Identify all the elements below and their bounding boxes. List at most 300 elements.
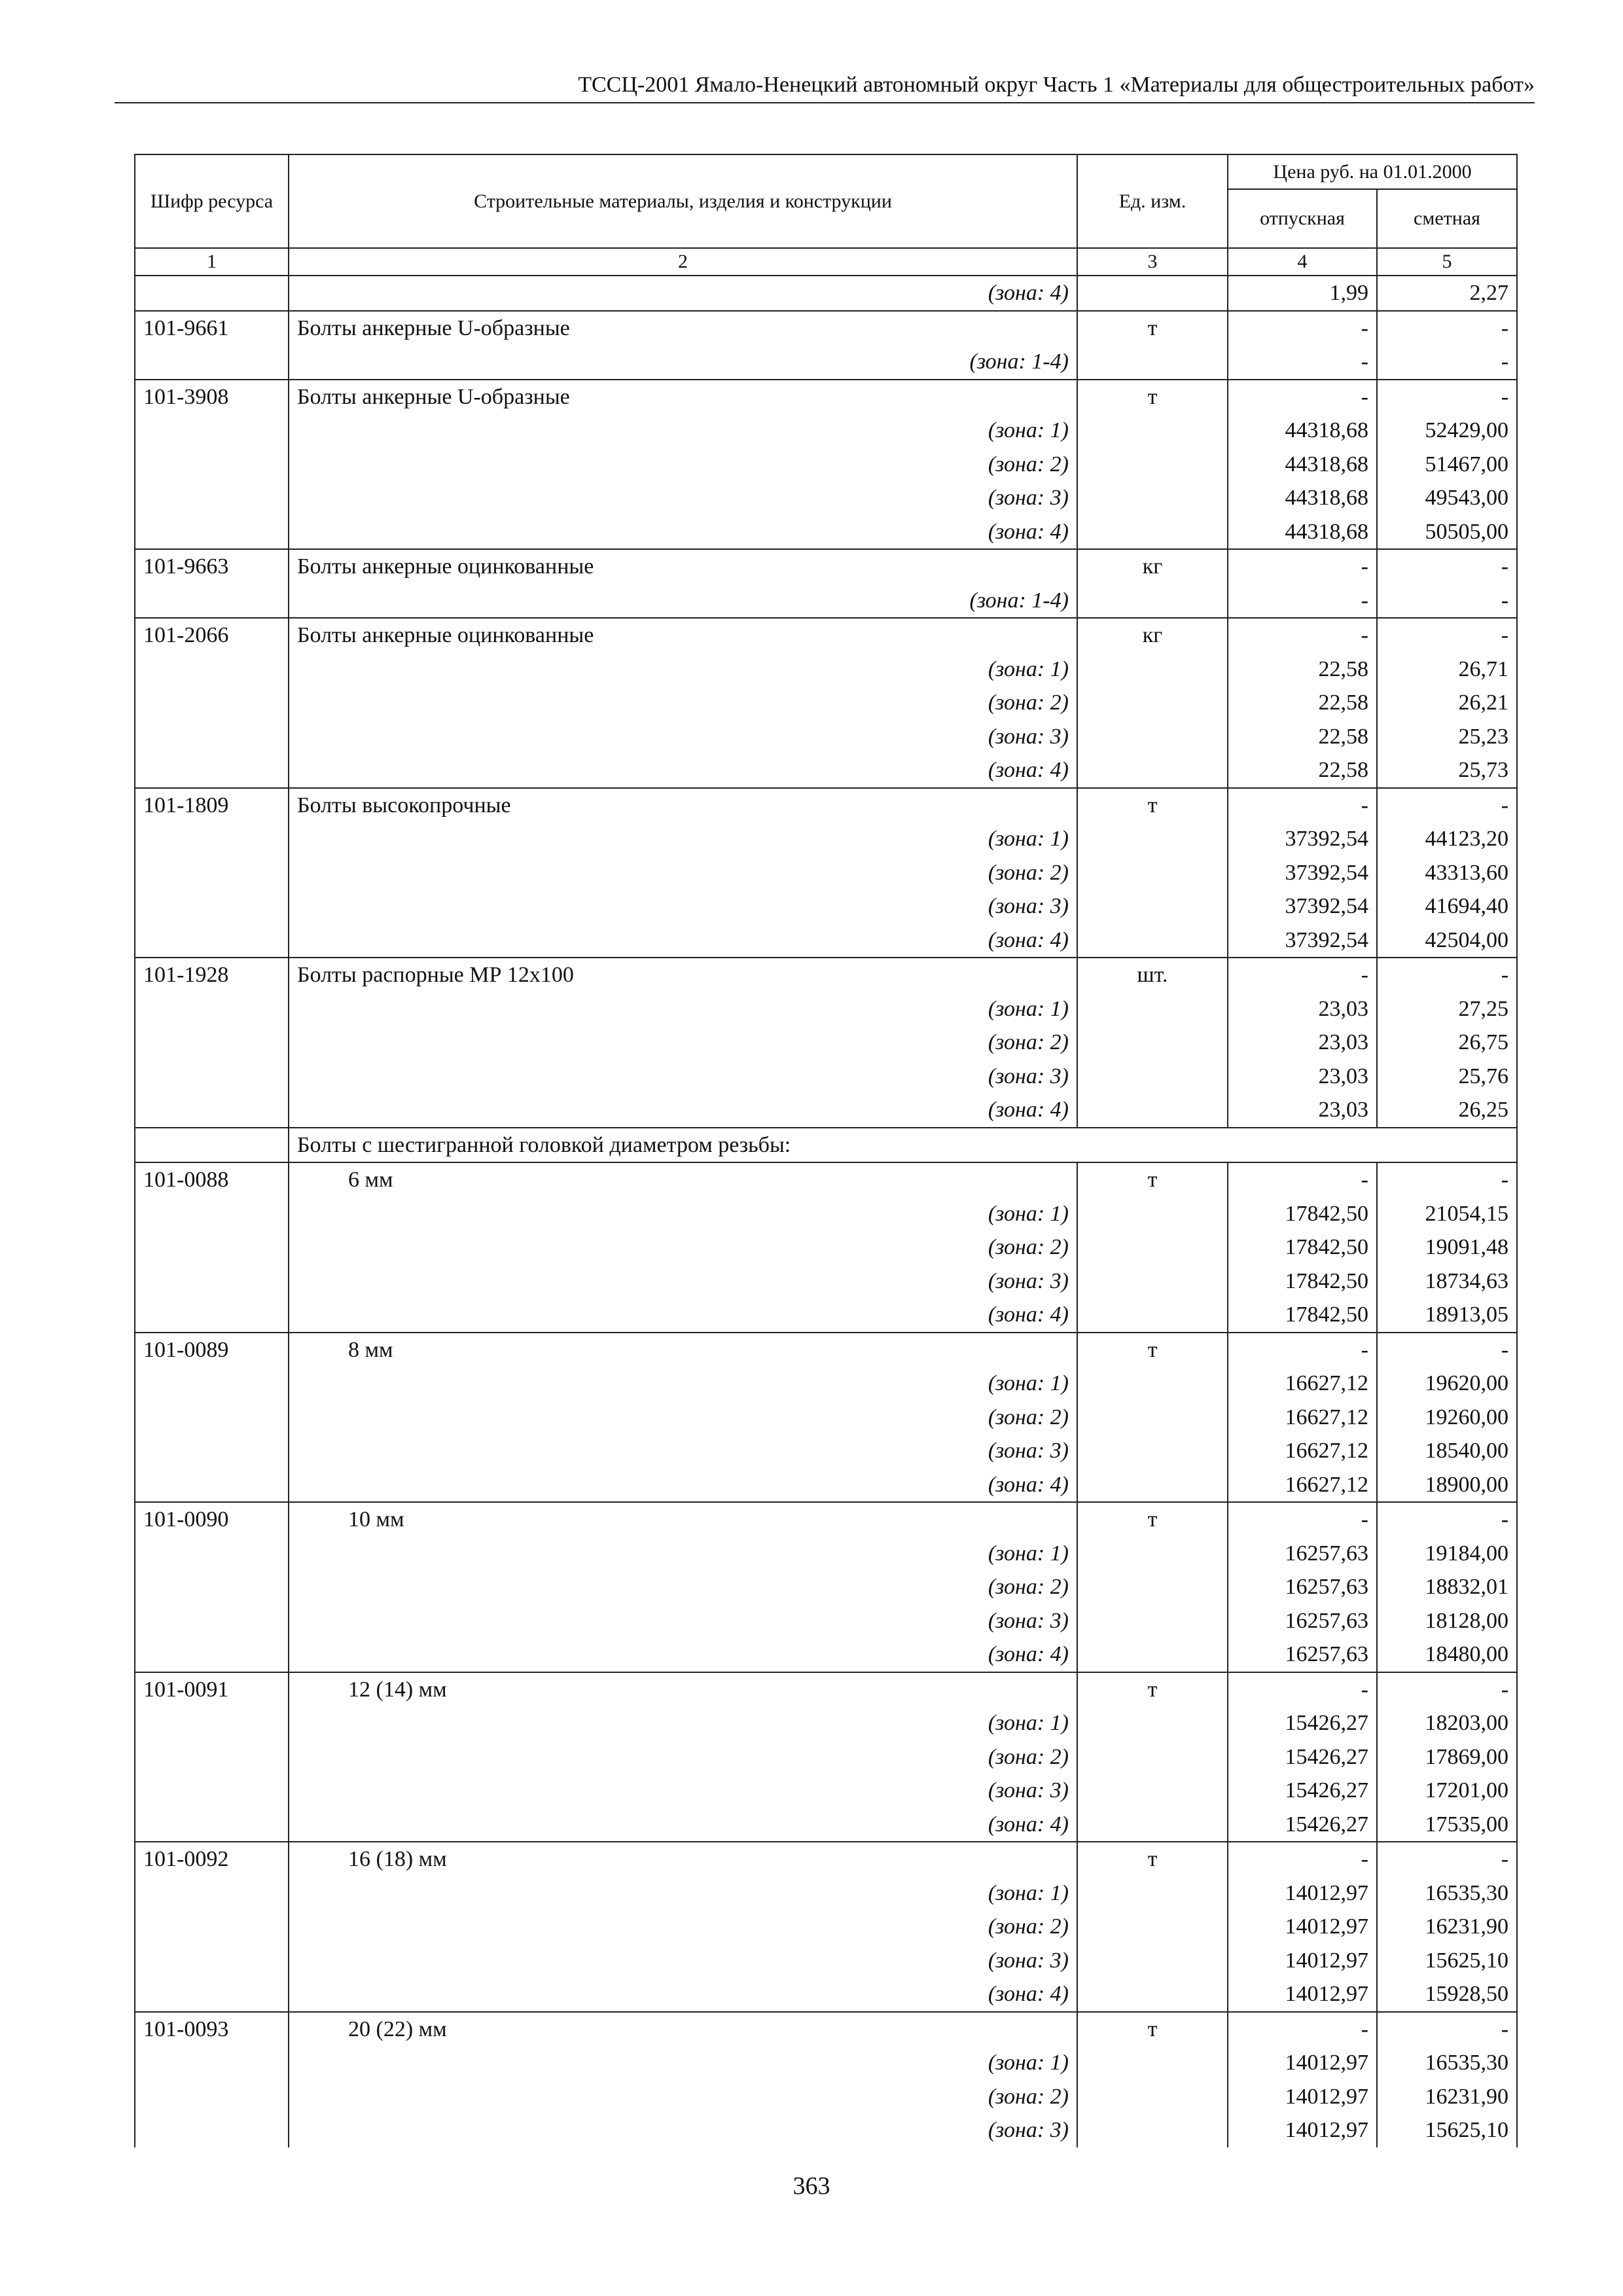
cell-zone: (зона: 4) [289, 1808, 1077, 1842]
cell-zone: (зона: 1-4) [289, 584, 1077, 619]
cell-code [135, 992, 289, 1026]
cell-price-estimate: 18832,01 [1377, 1570, 1517, 1604]
cell-code: 101-9663 [135, 549, 289, 584]
cell-unit [1077, 1367, 1228, 1401]
cell-unit [1077, 1434, 1228, 1468]
cell-price-estimate: - [1377, 1842, 1517, 1876]
cell-price-estimate: 19091,48 [1377, 1230, 1517, 1265]
cell-zone: (зона: 2) [289, 686, 1077, 720]
cell-price-release: - [1228, 1842, 1377, 1876]
cell-price-estimate: 15625,10 [1377, 2113, 1517, 2147]
table-row [135, 992, 1517, 1026]
cell-price-estimate: 25,23 [1377, 720, 1517, 754]
table-row [135, 1876, 1517, 1910]
cell-code [135, 686, 289, 720]
cell-price-release: 16627,12 [1228, 1434, 1377, 1468]
cell-price-estimate: 16231,90 [1377, 2080, 1517, 2114]
cell-price-release: 14012,97 [1228, 2080, 1377, 2114]
cell-price-release: 16627,12 [1228, 1367, 1377, 1401]
cell-price-estimate: 21054,15 [1377, 1197, 1517, 1231]
cell-zone: (зона: 1) [289, 992, 1077, 1026]
cell-price-release: 23,03 [1228, 1060, 1377, 1094]
cell-code [135, 584, 289, 619]
table-row [135, 924, 1517, 958]
table-row [135, 753, 1517, 788]
cell-zone: (зона: 1) [289, 414, 1077, 448]
table-row [135, 889, 1517, 924]
cell-unit [1077, 2046, 1228, 2080]
cell-unit [1077, 2113, 1228, 2147]
cell-unit: т [1077, 788, 1228, 823]
cell-price-estimate: 19620,00 [1377, 1367, 1517, 1401]
cell-code [135, 924, 289, 958]
cell-price-release: - [1228, 345, 1377, 380]
cell-price-release: 14012,97 [1228, 1977, 1377, 2012]
cell-zone: (зона: 3) [289, 1944, 1077, 1978]
cell-zone: (зона: 1) [289, 1876, 1077, 1910]
cell-unit [1077, 1808, 1228, 1842]
cell-zone: (зона: 1) [289, 1537, 1077, 1571]
cell-unit: шт. [1077, 958, 1228, 992]
table-row [135, 515, 1517, 550]
cell-price-release: - [1228, 584, 1377, 619]
cell-unit [1077, 1570, 1228, 1604]
cell-unit [1077, 822, 1228, 856]
cell-code: 101-2066 [135, 618, 289, 653]
price-table-container [134, 154, 1516, 2147]
cell-price-release: 37392,54 [1228, 889, 1377, 924]
cell-price-release: - [1228, 311, 1377, 346]
cell-price-release: 17842,50 [1228, 1265, 1377, 1299]
cell-price-release: 14012,97 [1228, 1876, 1377, 1910]
cell-price-release: 22,58 [1228, 653, 1377, 687]
cell-price-release: 16627,12 [1228, 1468, 1377, 1503]
cell-price-estimate: - [1377, 1672, 1517, 1707]
cell-code [135, 1808, 289, 1842]
cell-price-estimate: 15625,10 [1377, 1944, 1517, 1978]
cell-name: 12 (14) мм [289, 1672, 1077, 1707]
cell-price-estimate: 2,27 [1377, 276, 1517, 311]
cell-code [135, 1706, 289, 1740]
cell-name: 20 (22) мм [289, 2012, 1077, 2047]
cell-price-release: 22,58 [1228, 686, 1377, 720]
cell-code [135, 1604, 289, 1638]
table-row [135, 1740, 1517, 1774]
cell-price-estimate: 51467,00 [1377, 448, 1517, 482]
cell-price-estimate: - [1377, 345, 1517, 380]
cell-zone: (зона: 1) [289, 1197, 1077, 1231]
cell-unit [1077, 584, 1228, 619]
cell-zone: (зона: 1) [289, 2046, 1077, 2080]
table-row [135, 1401, 1517, 1435]
cell-zone: (зона: 1) [289, 822, 1077, 856]
cell-price-release: 17842,50 [1228, 1298, 1377, 1333]
cell-price-estimate: - [1377, 958, 1517, 992]
cell-price-release: - [1228, 1333, 1377, 1367]
cell-price-release: - [1228, 2012, 1377, 2047]
table-row [135, 1197, 1517, 1231]
table-row [135, 584, 1517, 619]
cell-price-release: 15426,27 [1228, 1774, 1377, 1808]
table-row [135, 653, 1517, 687]
cell-code [135, 1230, 289, 1265]
cell-unit [1077, 992, 1228, 1026]
cell-code [135, 653, 289, 687]
col-header-price-estimate: сметная [1377, 189, 1517, 248]
table-row [135, 1910, 1517, 1944]
table-row [135, 1333, 1517, 1367]
table-row [135, 414, 1517, 448]
table-row [135, 1434, 1517, 1468]
table-row [135, 380, 1517, 414]
cell-name: Болты распорные МР 12х100 [289, 958, 1077, 992]
cell-unit [1077, 1740, 1228, 1774]
cell-name: Болты анкерные оцинкованные [289, 618, 1077, 653]
table-row [135, 856, 1517, 890]
cell-unit [1077, 1197, 1228, 1231]
cell-price-release: 15426,27 [1228, 1740, 1377, 1774]
cell-code [135, 448, 289, 482]
table-row [135, 1672, 1517, 1707]
cell-price-release: - [1228, 1162, 1377, 1197]
cell-zone: (зона: 4) [289, 1298, 1077, 1333]
cell-unit [1077, 1026, 1228, 1060]
cell-price-release: 14012,97 [1228, 1944, 1377, 1978]
cell-code [135, 1910, 289, 1944]
table-row [135, 1604, 1517, 1638]
cell-unit [1077, 1060, 1228, 1094]
cell-code [135, 2113, 289, 2147]
cell-zone: (зона: 3) [289, 1604, 1077, 1638]
cell-zone: (зона: 4) [289, 1093, 1077, 1128]
cell-price-release: 37392,54 [1228, 856, 1377, 890]
cell-zone: (зона: 3) [289, 889, 1077, 924]
cell-zone: (зона: 3) [289, 720, 1077, 754]
cell-name: Болты высокопрочные [289, 788, 1077, 823]
cell-zone: (зона: 4) [289, 276, 1077, 311]
cell-code [135, 345, 289, 380]
cell-price-estimate: 18900,00 [1377, 1468, 1517, 1503]
cell-code [135, 1468, 289, 1503]
cell-code: 101-0093 [135, 2012, 289, 2047]
column-numbers-row [135, 248, 1517, 276]
cell-code [135, 1434, 289, 1468]
cell-price-release: 15426,27 [1228, 1808, 1377, 1842]
cell-price-release: 23,03 [1228, 992, 1377, 1026]
cell-code: 101-0091 [135, 1672, 289, 1707]
cell-price-estimate: 18203,00 [1377, 1706, 1517, 1740]
cell-price-release: 44318,68 [1228, 515, 1377, 550]
column-number: 2 [289, 248, 1077, 276]
cell-price-release: 14012,97 [1228, 2046, 1377, 2080]
table-row [135, 1570, 1517, 1604]
cell-unit [1077, 1401, 1228, 1435]
cell-code [135, 753, 289, 788]
col-header-code: Шифр ресурса [135, 154, 289, 248]
table-row [135, 1230, 1517, 1265]
cell-price-release: 22,58 [1228, 753, 1377, 788]
cell-unit [1077, 856, 1228, 890]
cell-code [135, 481, 289, 515]
cell-price-estimate: 26,71 [1377, 653, 1517, 687]
table-row [135, 618, 1517, 653]
cell-code [135, 1876, 289, 1910]
cell-code [135, 1774, 289, 1808]
cell-price-estimate: - [1377, 584, 1517, 619]
table-row [135, 1162, 1517, 1197]
cell-unit [1077, 1910, 1228, 1944]
cell-unit: т [1077, 2012, 1228, 2047]
cell-unit [1077, 1230, 1228, 1265]
table-row [135, 1298, 1517, 1333]
cell-price-estimate: - [1377, 1502, 1517, 1537]
cell-price-release: 37392,54 [1228, 822, 1377, 856]
cell-price-release: 23,03 [1228, 1093, 1377, 1128]
cell-price-estimate: - [1377, 788, 1517, 823]
page-number: 363 [793, 2172, 830, 2200]
cell-name: 6 мм [289, 1162, 1077, 1197]
cell-price-estimate: - [1377, 549, 1517, 584]
cell-price-release: 44318,68 [1228, 481, 1377, 515]
cell-price-release: 1,99 [1228, 276, 1377, 311]
cell-zone: (зона: 4) [289, 924, 1077, 958]
cell-unit [1077, 481, 1228, 515]
table-row [135, 1265, 1517, 1299]
cell-code: 101-0088 [135, 1162, 289, 1197]
cell-name: 10 мм [289, 1502, 1077, 1537]
cell-unit: кг [1077, 618, 1228, 653]
cell-price-estimate: 27,25 [1377, 992, 1517, 1026]
cell-code: 101-1809 [135, 788, 289, 823]
cell-unit: т [1077, 1162, 1228, 1197]
table-header [135, 154, 1517, 248]
table-row [135, 1944, 1517, 1978]
cell-zone: (зона: 2) [289, 448, 1077, 482]
cell-unit [1077, 924, 1228, 958]
cell-unit [1077, 448, 1228, 482]
table-row [135, 2012, 1517, 2047]
cell-code [135, 1265, 289, 1299]
cell-zone: (зона: 2) [289, 1910, 1077, 1944]
table-row [135, 549, 1517, 584]
cell-code [135, 1197, 289, 1231]
cell-price-release: 16627,12 [1228, 1401, 1377, 1435]
cell-price-estimate: - [1377, 618, 1517, 653]
cell-zone: (зона: 2) [289, 1740, 1077, 1774]
cell-price-estimate: - [1377, 2012, 1517, 2047]
cell-code [135, 1570, 289, 1604]
cell-price-release: 37392,54 [1228, 924, 1377, 958]
cell-name: 16 (18) мм [289, 1842, 1077, 1876]
table-row [135, 1367, 1517, 1401]
cell-code: 101-9661 [135, 311, 289, 346]
table-row [135, 1808, 1517, 1842]
cell-price-estimate: - [1377, 1333, 1517, 1367]
cell-price-estimate: 18913,05 [1377, 1298, 1517, 1333]
cell-code [135, 515, 289, 550]
cell-code [135, 414, 289, 448]
cell-price-estimate: 16535,30 [1377, 2046, 1517, 2080]
group-heading: Болты с шестигранной головкой диаметром резьбы: [289, 1128, 1517, 1163]
cell-price-estimate: 19184,00 [1377, 1537, 1517, 1571]
cell-price-release: - [1228, 788, 1377, 823]
cell-price-release: 17842,50 [1228, 1197, 1377, 1231]
cell-zone: (зона: 2) [289, 1401, 1077, 1435]
cell-zone: (зона: 1-4) [289, 345, 1077, 380]
table-row [135, 1026, 1517, 1060]
table-row [135, 2080, 1517, 2114]
cell-price-release: 16257,63 [1228, 1604, 1377, 1638]
cell-price-release: 23,03 [1228, 1026, 1377, 1060]
cell-price-estimate: 17869,00 [1377, 1740, 1517, 1774]
cell-price-estimate: 42504,00 [1377, 924, 1517, 958]
cell-price-release: 14012,97 [1228, 1910, 1377, 1944]
cell-zone: (зона: 1) [289, 653, 1077, 687]
cell-zone: (зона: 3) [289, 1434, 1077, 1468]
cell-price-release: 44318,68 [1228, 414, 1377, 448]
table-row [135, 276, 1517, 311]
cell-name: Болты анкерные U-образные [289, 380, 1077, 414]
cell-price-release: 17842,50 [1228, 1230, 1377, 1265]
cell-price-release: 15426,27 [1228, 1706, 1377, 1740]
table-row [135, 1060, 1517, 1094]
cell-price-estimate: 18128,00 [1377, 1604, 1517, 1638]
cell-unit: кг [1077, 549, 1228, 584]
table-row [135, 1502, 1517, 1537]
cell-price-release: 16257,63 [1228, 1638, 1377, 1672]
cell-price-release: - [1228, 958, 1377, 992]
cell-zone: (зона: 1) [289, 1706, 1077, 1740]
cell-price-estimate: 44123,20 [1377, 822, 1517, 856]
cell-unit [1077, 1638, 1228, 1672]
cell-code [135, 2046, 289, 2080]
cell-name: Болты анкерные оцинкованные [289, 549, 1077, 584]
cell-code [135, 856, 289, 890]
cell-price-release: 16257,63 [1228, 1537, 1377, 1571]
table-row [135, 311, 1517, 346]
table-row [135, 1842, 1517, 1876]
cell-unit: т [1077, 311, 1228, 346]
cell-unit: т [1077, 1333, 1228, 1367]
cell-zone: (зона: 3) [289, 1774, 1077, 1808]
table-row [135, 1537, 1517, 1571]
table-row [135, 958, 1517, 992]
cell-unit [1077, 1265, 1228, 1299]
cell-unit [1077, 686, 1228, 720]
cell-price-estimate: 18480,00 [1377, 1638, 1517, 1672]
col-header-price-release: отпускная [1228, 189, 1377, 248]
cell-code: 101-0089 [135, 1333, 289, 1367]
cell-price-estimate: 26,21 [1377, 686, 1517, 720]
table-row [135, 720, 1517, 754]
cell-price-estimate: 49543,00 [1377, 481, 1517, 515]
cell-unit [1077, 1706, 1228, 1740]
cell-unit [1077, 515, 1228, 550]
cell-price-estimate: 15928,50 [1377, 1977, 1517, 2012]
cell-price-release: 44318,68 [1228, 448, 1377, 482]
table-row [135, 1977, 1517, 2012]
cell-code [135, 1638, 289, 1672]
cell-price-estimate: 41694,40 [1377, 889, 1517, 924]
cell-code [135, 1026, 289, 1060]
cell-unit [1077, 1774, 1228, 1808]
cell-price-estimate: 16231,90 [1377, 1910, 1517, 1944]
cell-price-estimate: 18540,00 [1377, 1434, 1517, 1468]
cell-price-estimate: 25,76 [1377, 1060, 1517, 1094]
cell-price-estimate: 18734,63 [1377, 1265, 1517, 1299]
cell-zone: (зона: 2) [289, 1230, 1077, 1265]
table-row [135, 822, 1517, 856]
running-header: ТССЦ-2001 Ямало-Ненецкий автономный округ Часть 1 «Материалы для общестроительных работ» [115, 72, 1535, 103]
cell-code: 101-0090 [135, 1502, 289, 1537]
cell-unit [1077, 753, 1228, 788]
cell-zone: (зона: 2) [289, 856, 1077, 890]
table-row [135, 686, 1517, 720]
cell-unit [1077, 1298, 1228, 1333]
cell-code [135, 1401, 289, 1435]
cell-zone: (зона: 1) [289, 1367, 1077, 1401]
cell-price-release: - [1228, 1672, 1377, 1707]
table-row [135, 1468, 1517, 1503]
cell-unit [1077, 1944, 1228, 1978]
cell-code [135, 1367, 289, 1401]
cell-zone: (зона: 3) [289, 1060, 1077, 1094]
cell-code [135, 2080, 289, 2114]
cell-price-release: - [1228, 380, 1377, 414]
cell-price-estimate: - [1377, 311, 1517, 346]
cell-code [135, 1093, 289, 1128]
table-row [135, 1706, 1517, 1740]
cell-zone: (зона: 3) [289, 2113, 1077, 2147]
cell-code [135, 1537, 289, 1571]
column-number: 3 [1077, 248, 1228, 276]
cell-unit [1077, 2080, 1228, 2114]
column-number: 5 [1377, 248, 1517, 276]
table-row [135, 2113, 1517, 2147]
cell-unit [1077, 276, 1228, 311]
cell-code [135, 1944, 289, 1978]
cell-unit [1077, 1537, 1228, 1571]
cell-price-release: - [1228, 618, 1377, 653]
cell-zone: (зона: 4) [289, 1638, 1077, 1672]
cell-code [135, 1298, 289, 1333]
cell-unit [1077, 1093, 1228, 1128]
col-header-unit: Ед. изм. [1077, 154, 1228, 248]
cell-code: 101-1928 [135, 958, 289, 992]
cell-unit [1077, 1876, 1228, 1910]
cell-zone: (зона: 2) [289, 1570, 1077, 1604]
cell-price-release: - [1228, 549, 1377, 584]
col-header-name: Строительные материалы, изделия и конструкции [289, 154, 1077, 248]
column-number: 1 [135, 248, 289, 276]
cell-price-estimate: 19260,00 [1377, 1401, 1517, 1435]
cell-code: 101-0092 [135, 1842, 289, 1876]
table-row [135, 345, 1517, 380]
cell-price-estimate: 43313,60 [1377, 856, 1517, 890]
cell-name: Болты анкерные U-образные [289, 311, 1077, 346]
cell-zone: (зона: 3) [289, 1265, 1077, 1299]
cell-unit [1077, 720, 1228, 754]
cell-price-estimate: - [1377, 380, 1517, 414]
table-body [135, 248, 1517, 2147]
cell-zone: (зона: 4) [289, 753, 1077, 788]
cell-zone: (зона: 4) [289, 1468, 1077, 1503]
price-table [134, 154, 1518, 2147]
cell-unit [1077, 1977, 1228, 2012]
cell-price-release: 22,58 [1228, 720, 1377, 754]
cell-unit [1077, 889, 1228, 924]
cell-code [135, 889, 289, 924]
